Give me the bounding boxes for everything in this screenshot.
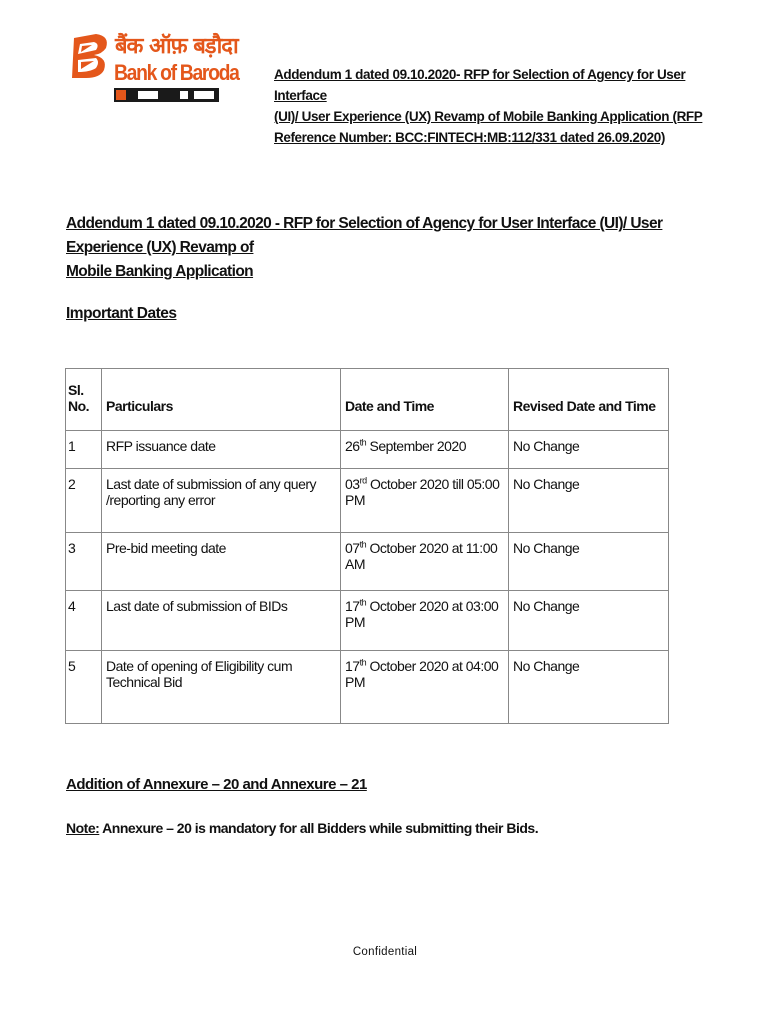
cell-sl: 4 [66,591,102,651]
logo-tagline-strip [114,88,219,102]
table-row [66,469,669,533]
important-dates-table [65,368,669,724]
cell-particulars: Date of opening of Eligibility cum Technical Bid [102,651,341,724]
important-dates-heading: Important Dates [66,305,177,322]
note-text: Annexure – 20 is mandatory for all Bidders while submitting their Bids. [99,820,539,836]
table-row [66,591,669,651]
document-title [66,212,726,284]
cell-sl: 3 [66,533,102,591]
table-row [66,533,669,591]
cell-date-time: 26th September 2020 [341,431,509,469]
document-title-line-1: Addendum 1 dated 09.10.2020 - RFP for Selection of Agency for User Interface (UI)/ User Experience (UX) Revamp of [66,215,663,256]
header-revised: Revised Date and Time [509,369,669,431]
bank-of-baroda-logo [66,30,239,108]
cell-particulars: Last date of submission of any query /reporting any error [102,469,341,533]
header-sl-text: Sl. [68,382,84,398]
logo-hindi-text: बैंक ऑफ़ बड़ौदा [115,34,238,59]
cell-date-time: 17th October 2020 at 03:00 PM [341,591,509,651]
note-paragraph [66,820,538,836]
header-reference-line-2: (UI)/ User Experience (UX) Revamp of Mobile Banking Application (RFP [274,109,703,124]
cell-sl: 2 [66,469,102,533]
header-date-time: Date and Time [341,369,509,431]
note-label: Note: [66,820,100,836]
cell-date-time: 17th October 2020 at 04:00 PM [341,651,509,724]
cell-revised: No Change [509,431,669,469]
cell-particulars: RFP issuance date [102,431,341,469]
footer-confidential: Confidential [352,946,418,958]
table-row [66,431,669,469]
header-reference-line-1: Addendum 1 dated 09.10.2020- RFP for Selection of Agency for User Interface [274,67,686,103]
baroda-sun-logo-icon [66,32,114,80]
header-particulars: Particulars [102,369,341,431]
header-sl-no [66,369,102,431]
logo-brand-name: Bank of Baroda [114,60,239,85]
cell-sl: 5 [66,651,102,724]
cell-particulars: Last date of submission of BIDs [102,591,341,651]
cell-revised: No Change [509,651,669,724]
cell-revised: No Change [509,469,669,533]
cell-revised: No Change [509,533,669,591]
cell-particulars: Pre-bid meeting date [102,533,341,591]
cell-revised: No Change [509,591,669,651]
cell-sl: 1 [66,431,102,469]
header-reference-line-3: Reference Number: BCC:FINTECH:MB:112/331 dated 26.09.2020) [274,130,665,145]
table-row [66,651,669,724]
header-reference [274,64,734,148]
cell-date-time: 07th October 2020 at 11:00 AM [341,533,509,591]
annexure-heading: Addition of Annexure – 20 and Annexure – 21 [66,776,367,793]
cell-date-time: 03rd October 2020 till 05:00 PM [341,469,509,533]
document-title-line-2: Mobile Banking Application [66,263,254,280]
header-no-text: No. [68,398,90,414]
table-header-row [66,369,669,431]
